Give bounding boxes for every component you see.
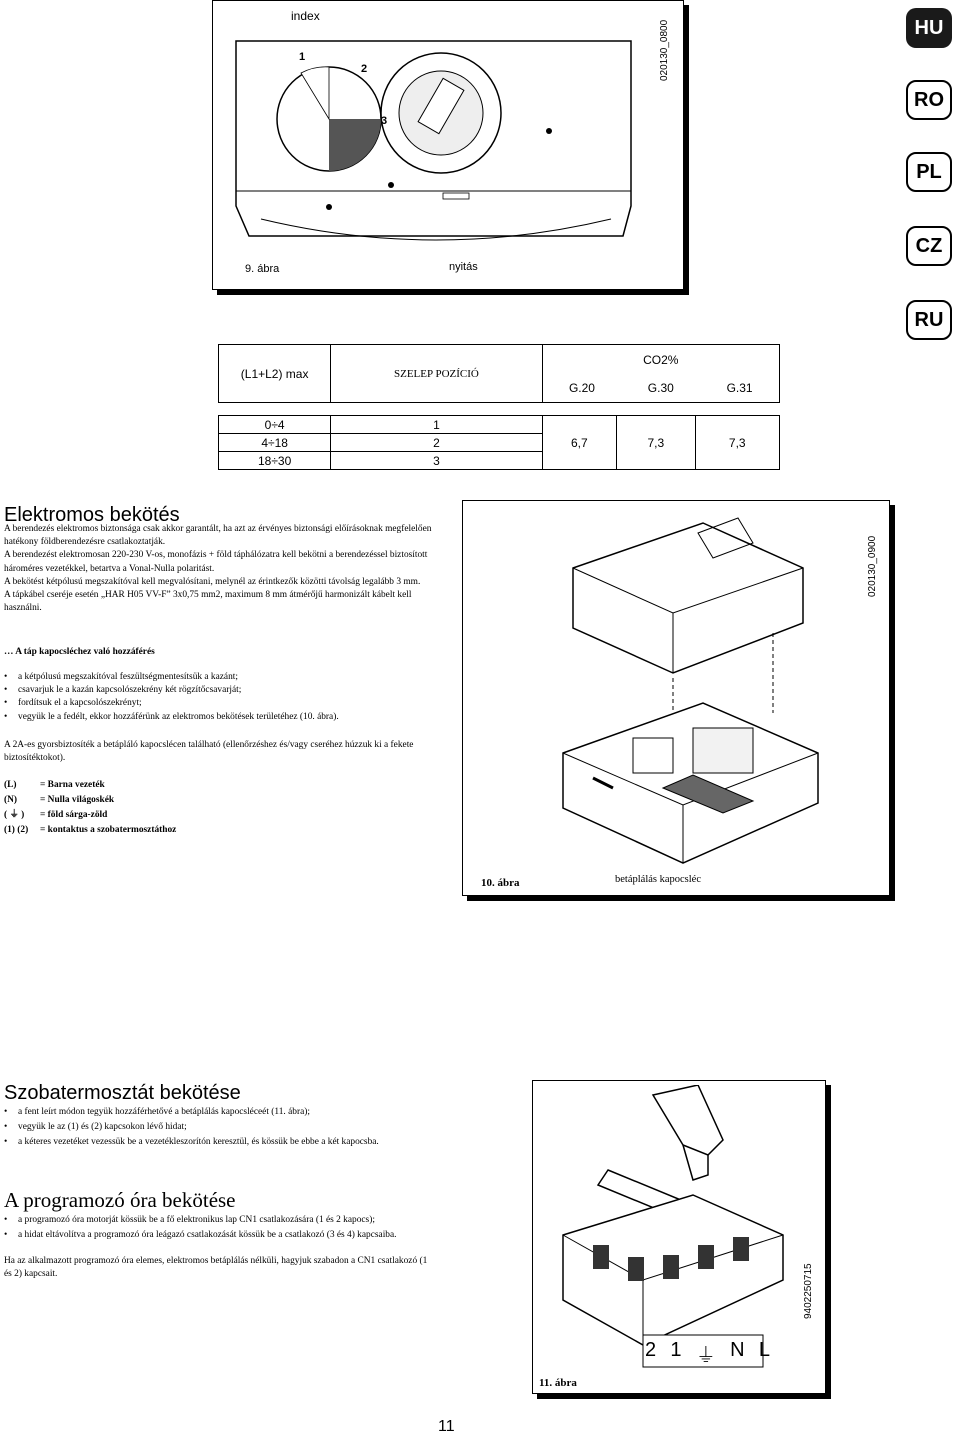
thermostat-step-3: • a kéteres vezetéket vezessük be a vezetékleszorítón keresztül, és kössük be ebbe a két kapocsba. (4, 1136, 474, 1149)
co2-position-1: 1 (331, 416, 542, 434)
figure-11-frame (532, 1080, 826, 1394)
figure-9-code: 020130_0800 (659, 19, 670, 81)
fuse-note: A 2A-es gyorsbiztosíték a betápláló kapocslécen található (ellenőrzéshez és/vagy cseréhez húzzuk ki a fekete biztosítéktokot). (4, 740, 414, 764)
figure-10-caption: betáplálás kapocsléc (615, 874, 701, 885)
terminal-marks (645, 1339, 770, 1368)
figure-11-code: 940225071​5 (803, 1263, 814, 1319)
thermostat-step-2: • vegyük le az (1) és (2) kapcsokon lévő hidat; (4, 1121, 474, 1134)
programmer-title: A programozó óra bekötése (4, 1188, 236, 1212)
co2-position-3: 3 (331, 452, 542, 470)
co2-value-g30: 7,3 (617, 416, 695, 470)
lang-badge-pl[interactable]: PL (906, 152, 952, 192)
figure-10-number: 10. ábra (481, 877, 520, 889)
co2-gas-g20: G.20 (568, 380, 595, 395)
dial-mark-2: 2 (361, 63, 368, 75)
legend-key: (N) (4, 795, 18, 805)
electrical-paragraph-3: A bekötést kétpólusú megszakítóval kell megvalósítani, melynél az érintkezők közötti távolság legalább 3 mm. (4, 576, 421, 587)
electrical-paragraph-4: A tápkábel cseréje esetén „HAR H05 VV-F” 3x0,75 mm2, maximum 8 mm átmérőjű harmonizált kábelt kell használni. (4, 590, 412, 614)
programmer-note: Ha az alkalmazott programozó óra elemes, elektromos betáplálás nélküli, hagyjuk szabadon a CN1 csatlakozó (1 és 2) kapcsait. (4, 1256, 428, 1280)
co2-value-g31: 7,3 (695, 416, 779, 470)
figure-11-number: 11. ábra (539, 1377, 577, 1389)
co2-table-total-header: (L1+L2) max (219, 345, 331, 403)
figure-10-code: 020130_0900 (867, 535, 878, 597)
co2-table-co2-header-cell (542, 345, 779, 403)
co2-range-3: 18÷30 (219, 452, 331, 470)
electrical-body (4, 523, 432, 615)
programmer-step-2: • a hidat eltávolítva a programozó óra leágazó csatlakozását kössük be a csatlakozó (3 és 4) kapcsaiba. (4, 1229, 432, 1242)
terminal-mark-n: N (730, 1339, 745, 1361)
access-steps (4, 671, 432, 724)
legend-value: = Nulla világoskék (40, 795, 115, 805)
figure-10-frame (462, 500, 890, 896)
legend-key: ( ⏚ ) (4, 810, 25, 820)
legend-key: (L) (4, 780, 17, 790)
co2-gas-g30: G.30 (647, 380, 674, 395)
figure-9-index-label: index (291, 9, 320, 23)
figure-9-number: 9. ábra (245, 263, 280, 275)
control-box-drawing (553, 513, 833, 883)
co2-table-valve-header: SZELEP POZÍCIÓ (331, 345, 542, 403)
legend-row (4, 793, 176, 808)
terminal-mark-l: L (758, 1339, 770, 1361)
access-step-1: • a kétpólusú megszakítóval feszültségmentesítsük a kazánt; (4, 671, 432, 684)
legend-value: = föld sárga-zöld (40, 810, 108, 820)
terminal-block-drawing (533, 1085, 795, 1375)
legend-value: = Barna vezeték (40, 780, 105, 790)
co2-range-2: 4÷18 (219, 434, 331, 452)
co2-value-g20: 6,7 (542, 416, 617, 470)
dial-mark-1: 1 (299, 51, 306, 63)
co2-table (218, 344, 780, 470)
electrical-paragraph-2: A berendezést elektromosan 220-230 V-os, monofázis + föld táphálózatra kell bekötni a berendezéssel biztosított hároméres vezetékkel, betartva a Vonal-Nulla polaritást. (4, 550, 428, 574)
electrical-paragraph-1: A berendezés elektromos biztonsága csak akkor garantált, ha azt az érvényes biztonsági előírásoknak megfelelően hatékony földberendezésre csatlakoztatják. (4, 524, 432, 548)
figure-9-frame (212, 0, 684, 290)
terminal-mark-2: 2 (645, 1339, 657, 1361)
programmer-step-1: • a programozó óra motorját kössük be a fő elektronikus lap CN1 csatlakozására (1 és 2 kapocs); (4, 1214, 432, 1227)
terminal-mark-ground: ⏚ (695, 1345, 716, 1367)
lang-badge-hu[interactable]: HU (906, 8, 952, 48)
access-step-4: • vegyük le a fedélt, ekkor hozzáférünk az elektromos bekötések területéhez (10. ábra). (4, 711, 432, 724)
legend-row (4, 823, 176, 838)
electrical-title: Elektromos bekötés (4, 504, 180, 526)
terminal-mark-1: 1 (670, 1339, 682, 1361)
thermostat-steps (4, 1106, 474, 1150)
access-step-3: • fordítsuk el a kapcsolószekrényt; (4, 697, 432, 710)
wire-legend (4, 778, 176, 838)
lang-badge-cz[interactable]: CZ (906, 226, 952, 266)
thermostat-step-1: • a fent leírt módon tegyük hozzáférhetővé a betáplálás kapocsléceét (11. ábra); (4, 1106, 474, 1119)
co2-position-2: 2 (331, 434, 542, 452)
co2-range-1: 0÷4 (219, 416, 331, 434)
page-number: 11 (438, 1418, 455, 1435)
legend-key: (1) (2) (4, 825, 29, 835)
access-step-2: • csavarjuk le a kazán kapcsolószekrény két rögzítőcsavarját; (4, 684, 432, 697)
lang-badge-ru[interactable]: RU (906, 300, 952, 340)
dial-mark-3: 3 (381, 115, 388, 127)
legend-row (4, 808, 176, 823)
legend-value: = kontaktus a szobatermosztáthoz (40, 825, 177, 835)
access-title: … A táp kapocsléchez való hozzáférés (4, 647, 155, 657)
programmer-steps (4, 1214, 432, 1242)
boiler-front-drawing (231, 31, 641, 246)
co2-gas-g31: G.31 (726, 380, 753, 395)
legend-row (4, 778, 176, 793)
figure-9-open-label: nyitás (449, 261, 478, 273)
co2-table-co2-header: CO2% (643, 352, 679, 367)
thermostat-title: Szobatermosztát bekötése (4, 1082, 241, 1104)
lang-badge-ro[interactable]: RO (906, 80, 952, 120)
